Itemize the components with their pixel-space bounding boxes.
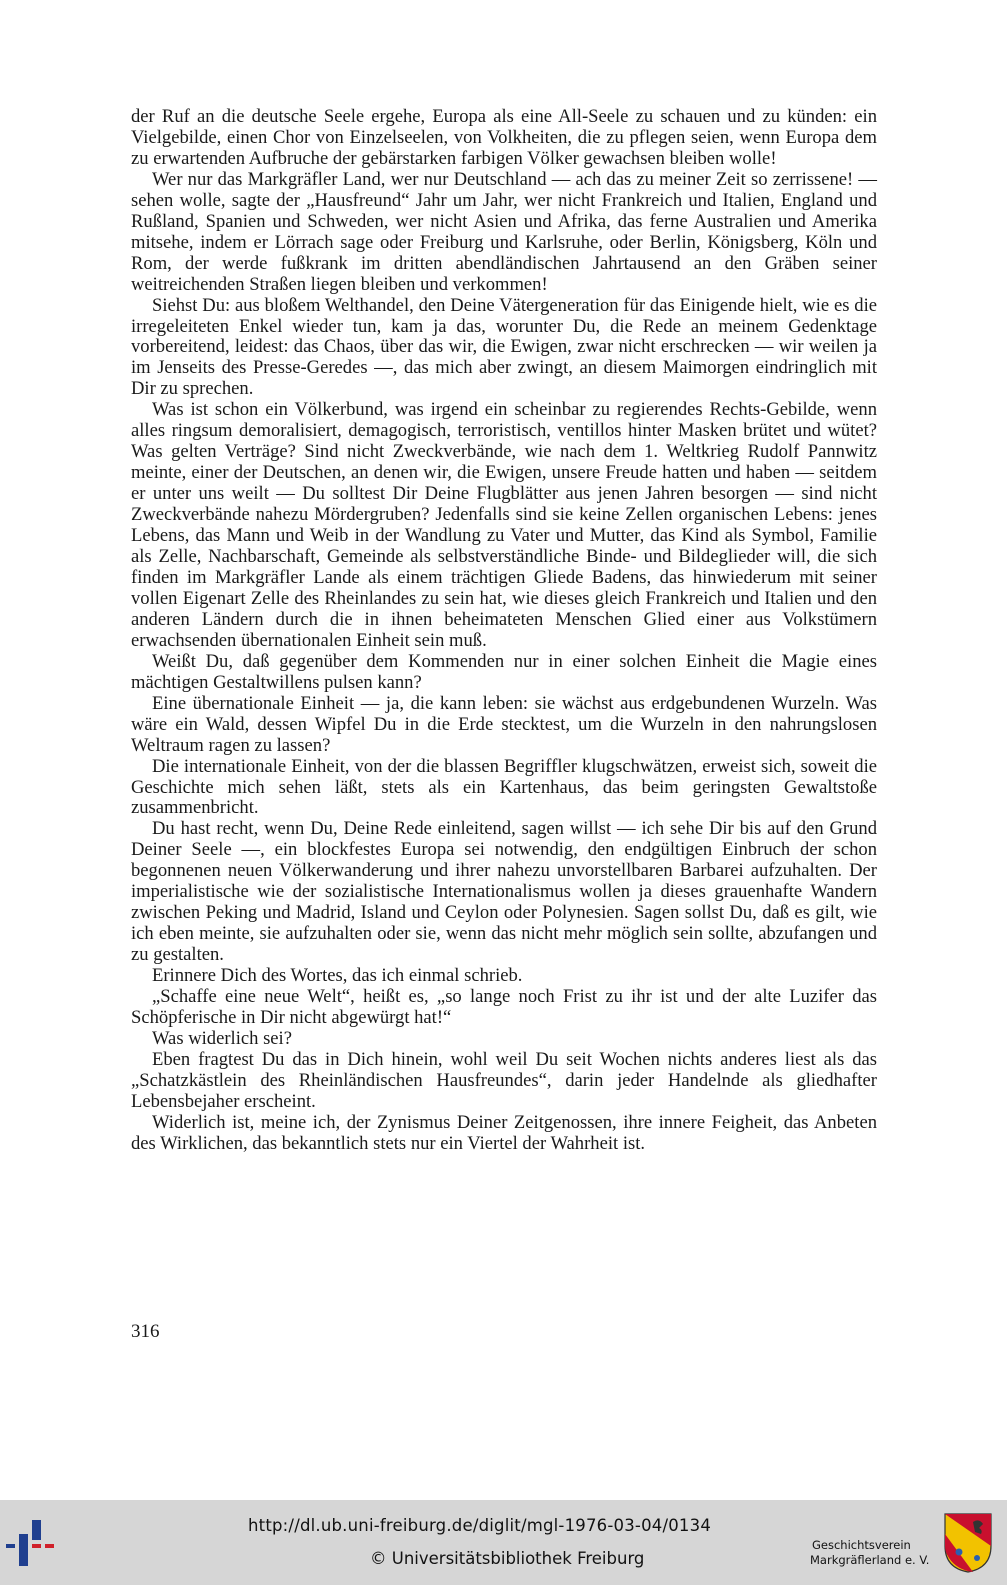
paragraph: Wer nur das Markgräfler Land, wer nur Deutschland — ach das zu meiner Zeit so zerrissene! — sehen wolle, sagte der „Hausfreund“ Jahr um Jahr, wer nicht Frankreich und Italien, England und Rußland, Spanien und Schweden, wer nicht Asien und Afrika, das ferne Australien und Amerika mitsehe, indem er Lörrach sage oder Freiburg und Karlsruhe, oder Berlin, Königsberg, Köln und Rom, der werde fußkrank im dritten abendländischen Jahrtausend an den Gräben seiner weitreichenden Straßen liegen bleiben und verkommen! bbox=[131, 168, 877, 295]
paragraph: Erinnere Dich des Wortes, das ich einmal schrieb. bbox=[152, 965, 523, 987]
paragraph: Widerlich ist, meine ich, der Zynismus Deiner Zeitgenossen, ihre innere Feigheit, das Anbeten des Wirklichen, das bekanntlich stets nur ein Viertel der Wahrheit ist. bbox=[131, 1111, 877, 1154]
paragraph: Eine übernationale Einheit — ja, die kann leben: sie wächst aus erdgebundenen Wurzeln. Was wäre ein Wald, dessen Wipfel Du in die Erde stecktest, um die Wurzeln in den nahrungslosen Weltraum ragen zu lassen? bbox=[131, 692, 877, 756]
paragraph: der Ruf an die deutsche Seele ergehe, Europa als eine All-Seele zu schauen und zu künden: ein Vielgebilde, einen Chor von Einzelseelen, von Volkheiten, die zu pflegen seien, wenn Europa dem zu erwartenden Aufbruche der gebärstarken farbigen Völker gewachsen bleiben wolle! bbox=[131, 106, 877, 169]
paragraph: Siehst Du: aus bloßem Welthandel, den Deine Vätergeneration für das Einigende hielt, wie es die irregeleiteten Enkel wieder tun, kam ja das, worunter Du, die Rede an meinem Gedenktage vorbereitend, leidest: das Chaos, über das wir, die Ewigen, zwar nicht erschrecken — wir weilen ja im Jenseits des Presse-Geredes —, das mich aber zwingt, an diesem Maimorgen eindringlich mit Dir zu sprechen. bbox=[131, 294, 877, 400]
document-url-link[interactable]: http://dl.ub.uni-freiburg.de/diglit/mgl-1976-03-04/0134 bbox=[248, 1516, 712, 1535]
ub-freiburg-logo-icon[interactable] bbox=[6, 1520, 64, 1566]
coat-of-arms-icon[interactable] bbox=[943, 1512, 993, 1574]
paragraph: „Schaffe eine neue Welt“, heißt es, „so lange noch Frist zu ihr ist und der alte Luzifer das Schöpferische in Dir nicht abgewürgt hat!“ bbox=[131, 986, 877, 1028]
paragraph: Eben fragtest Du das in Dich hinein, wohl weil Du seit Wochen nichts anderes liest als das „Schatzkästlein des Rheinländischen Hausfreundes“, darin jeder Handelnde als gliedhafter Lebensbejaher erscheint. bbox=[131, 1048, 877, 1112]
society-name-line2: Markgräflerland e. V. bbox=[810, 1553, 930, 1567]
body-text bbox=[131, 107, 877, 1155]
copyright-text: © Universitätsbibliothek Freiburg bbox=[370, 1549, 645, 1568]
society-name-line1: Geschichtsverein bbox=[812, 1538, 911, 1552]
society-name bbox=[810, 1538, 929, 1568]
paragraph: Die internationale Einheit, von der die blassen Begriffler klugschwätzen, erweist sich, soweit die Geschichte mich sehen läßt, stets als ein Kartenhaus, das beim geringsten Gewaltstoße zusammenbricht. bbox=[131, 755, 877, 819]
paragraph: Du hast recht, wenn Du, Deine Rede einleitend, sagen willst — ich sehe Dir bis auf den Grund Deiner Seele —, ein blockfestes Europa sei notwendig, den endgültigen Einbruch der schon begonnenen neuen Völkerwanderung und ihrer nahezu unvorstellbaren Barbarei aufzuhalten. Der imperialistische wie der sozialistische Internationalismus wollen ja dieses grauenhafte Wandern zwischen Peking und Madrid, Island und Ceylon oder Polynesien. Sagen sollst Du, daß es gilt, wie ich eben meinte, sie aufzuhalten oder sie, wenn das nicht mehr möglich sein sollte, abzufangen und zu gestalten. bbox=[131, 818, 877, 966]
page-number: 316 bbox=[131, 1321, 160, 1342]
paragraph: Weißt Du, daß gegenüber dem Kommenden nur in einer solchen Einheit die Magie eines mächtigen Gestaltwillens pulsen kann? bbox=[131, 650, 877, 693]
paragraph: Was ist schon ein Völkerbund, was irgend ein scheinbar zu regierendes Rechts-Gebilde, wenn alles ringsum demoralisiert, demagogisch, terroristisch, ventillos hinter Masken brütet und wütet? Was gelten Verträge? Sind nicht Zweckverbände, wie nach dem 1. Weltkrieg Rudolf Pannwitz meinte, einer der Deutschen, an denen wir, die Ewigen, unsere Freude hatten und haben — seitdem er unter uns weilt — Du solltest Dir Deine Flugblätter aus jenen Jahren besorgen — sind nicht Zweckverbände nahezu Mördergruben? Jedenfalls sind sie keine Zellen organischen Lebens: jenes Lebens, das Mann und Weib in der Wandlung zu Vater und Mutter, das Kind als Symbol, Familie als Zelle, Nachbarschaft, Gemeinde als selbstverständliche Binde- und Bildeglieder will, die sich finden im Markgräfler Lande als einem trächtigen Gliede Badens, das hinwiederum mit seiner vollen Eigenart Zelle des Rheinlandes zu sein hat, wie dieses gleich Frankreich und Italien und den anderen Ländern durch die in ihnen beheimateten Menschen Glied einer aus Volkstümern erwachsenden übernationalen Einheit sein muß. bbox=[131, 399, 877, 651]
paragraph: Was widerlich sei? bbox=[152, 1027, 292, 1049]
footer-bar bbox=[0, 1500, 1007, 1585]
